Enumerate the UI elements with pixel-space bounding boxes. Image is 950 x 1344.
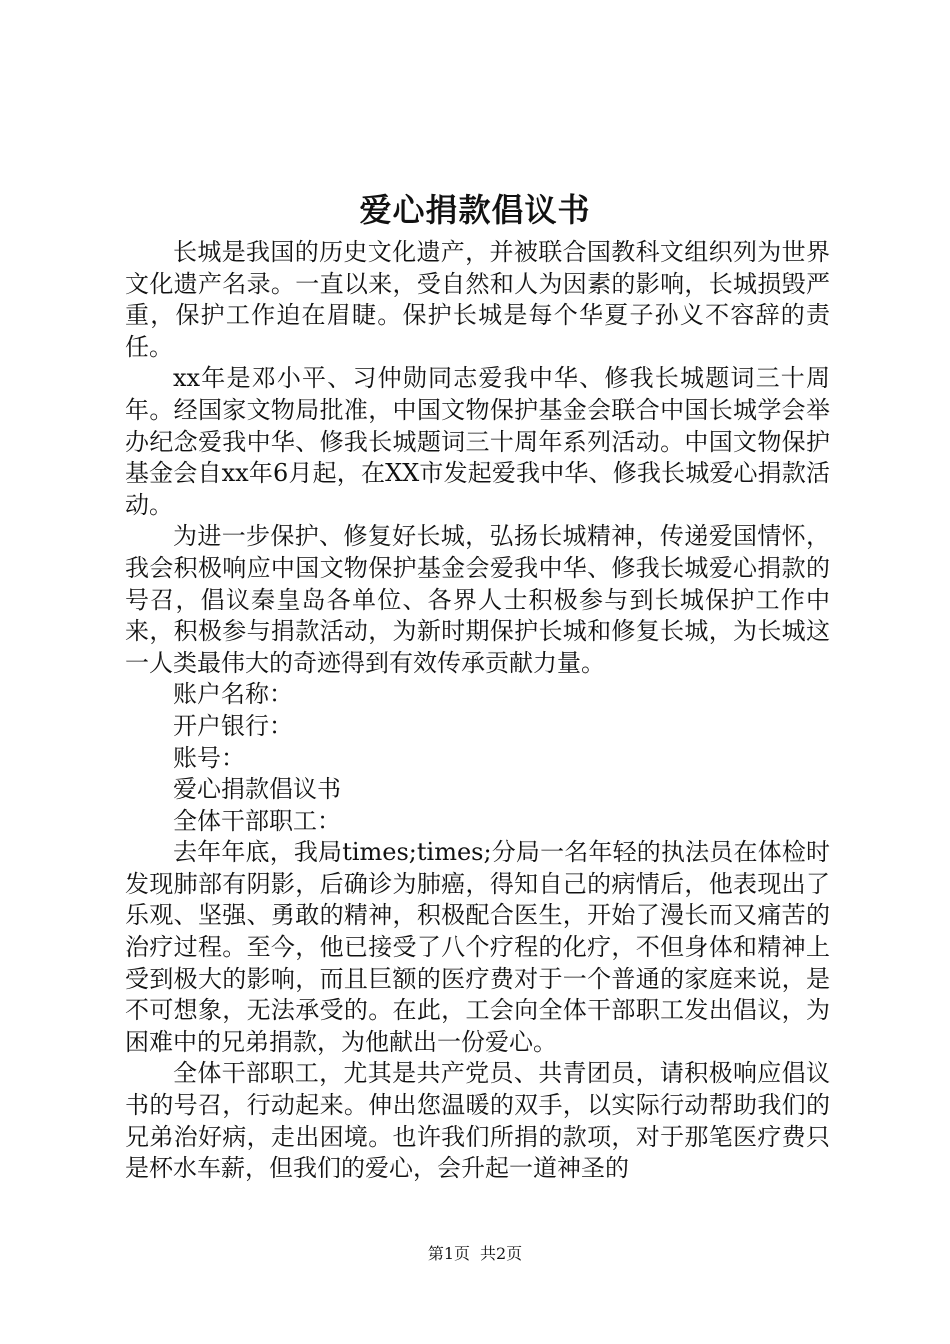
- salutation: 全体干部职工：: [173, 806, 341, 835]
- bank-label: 开户银行：: [173, 711, 293, 740]
- paragraph-4: 去年年底，我局times;times;分局一名年轻的执法员在体检时发现肺部有阴影，后确诊为肺癌，得知自己的病情后，他表现出了乐观、坚强、勇敢的精神，积极配合医生，开始了漫长而又痛苦的治疗过程。至今，他已接受了八个疗程的化疗，不但身体和精神上受到极大的影响，而且巨额的医疗费对于一个普通的家庭来说，是不可想象，无法承受的。在此，工会向全体干部职工发出倡议，为困难中的兄弟捐款，为他献出一份爱心。: [125, 838, 830, 1056]
- page-number-total: 共2页: [480, 1244, 523, 1263]
- paragraph-5: 全体干部职工，尤其是共产党员、共青团员，请积极响应倡议书的号召，行动起来。伸出您温暖的双手，以实际行动帮助我们的兄弟治好病，走出困境。也许我们所捐的款项，对于那笔医疗费只是杯水车薪，但我们的爱心，会升起一道神圣的: [125, 1059, 830, 1183]
- paragraph-3: 为进一步保护、修复好长城，弘扬长城精神，传递爱国情怀，我会积极响应中国文物保护基金会爱我中华、修我长城爱心捐款的号召，倡议秦皇岛各单位、各界人士积极参与到长城保护工作中来，积极参与捐款活动，为新时期保护长城和修复长城，为长城这一人类最伟大的奇迹得到有效传承贡献力量。: [125, 522, 830, 677]
- account-name-label: 账户名称：: [173, 680, 293, 709]
- document-title: 爱心捐款倡议书: [359, 191, 591, 229]
- page-footer: [0, 1242, 950, 1266]
- paragraph-1: 长城是我国的历史文化遗产，并被联合国教科文组织列为世界文化遗产名录。一直以来，受自然和人为因素的影响，长城损毁严重，保护工作迫在眉睫。保护长城是每个华夏子孙义不容辞的责任。: [125, 238, 830, 361]
- paragraph-2: xx年是邓小平、习仲勋同志爱我中华、修我长城题词三十周年。经国家文物局批准，中国文物保护基金会联合中国长城学会举办纪念爱我中华、修我长城题词三十周年系列活动。中国文物保护基金会自xx年6月起，在XX市发起爱我中华、修我长城爱心捐款活动。: [125, 364, 830, 519]
- account-number-label: 账号：: [173, 743, 245, 772]
- second-title: 爱心捐款倡议书: [173, 775, 341, 804]
- page-number-current: 第1页: [427, 1244, 470, 1263]
- document-body: [125, 237, 830, 1185]
